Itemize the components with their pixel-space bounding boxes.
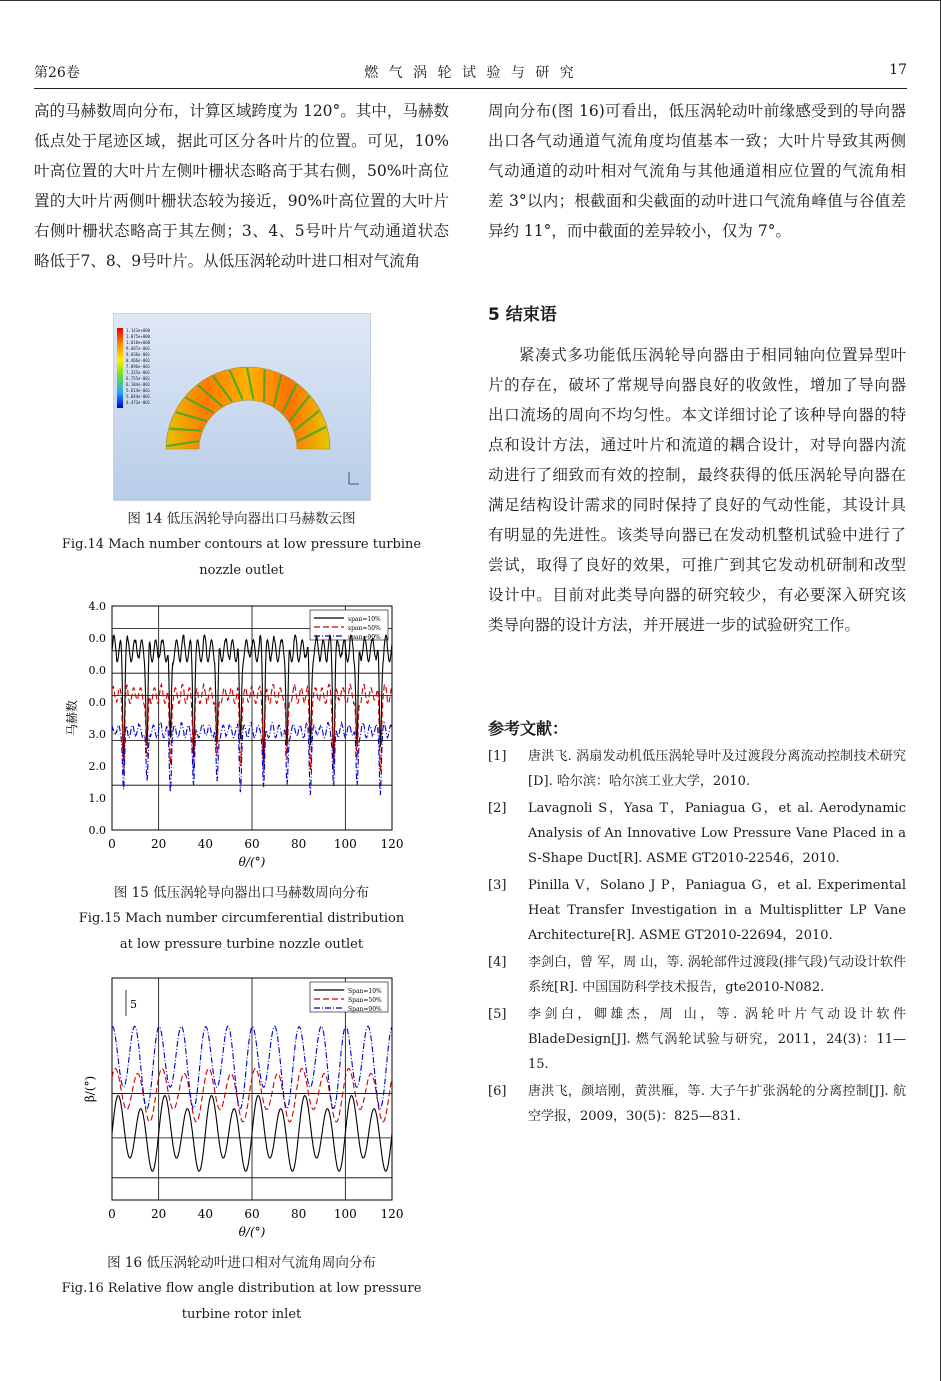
legend-label: Span=10% xyxy=(348,988,382,995)
contour-legend-tick: 1.018e+000 xyxy=(126,340,151,345)
y-tick-label: 3.0 xyxy=(88,728,106,741)
fig15-caption xyxy=(34,880,449,958)
contour-legend-tick: 5.614e-001 xyxy=(126,388,151,393)
reference-number: [6] xyxy=(488,1084,507,1099)
fig15-svg xyxy=(34,592,449,882)
x-tick-label: 120 xyxy=(380,1207,404,1221)
body-paragraph: 周向分布(图 16)可看出，低压涡轮动叶前缘感受到的导向器出口各气动通道气流角度均值基本一致；大叶片导致其两侧气动通道的动叶相对气流角与其他通道相应位置的气流角相差 3°以内；根截面和尖截面的动叶进口气流角峰值与谷值差异约 11°，而中截面的差异较小，仅为 7°。 xyxy=(488,102,906,240)
volume-label: 第26卷 xyxy=(34,65,80,81)
legend-label: Span=50% xyxy=(348,997,382,1004)
conclusion-paragraph: 紧凑式多功能低压涡轮导向器由于相同轴向位置异型叶片的存在，破坏了常规导向器良好的收敛性，增加了导向器出口流场的周向不均匀性。本文详细讨论了该种导向器的特点和设计方法，通过叶片和流道的耦合设计，对导向器内流动进行了细致而有效的控制，最终获得的低压涡轮导向器在满足结构设计需求的同时保持了良好的气动性能，其设计具有明显的先进性。该类导向器已在发动机整机试验中进行了尝试，取得了良好的效果，可推广到其它发动机研制和改型设计中。目前对此类导向器的研究较少，有必要深入研究该类导向器的设计方法，并开展进一步的试验研究工作。 xyxy=(488,346,906,634)
contour-legend-tick: 8.466e-001 xyxy=(126,358,151,363)
left-column-text xyxy=(34,96,449,276)
y-axis-label: 马赫数 xyxy=(65,699,79,737)
mach-contour-image xyxy=(113,313,371,501)
x-axis-label: θ/(°) xyxy=(238,855,266,869)
legend-label: span=90% xyxy=(348,634,381,641)
y-tick-label: 0.0 xyxy=(88,664,106,677)
x-tick-label: 40 xyxy=(197,837,213,851)
x-tick-label: 80 xyxy=(291,1207,307,1221)
fig16-svg xyxy=(34,966,449,1248)
reference-number: [3] xyxy=(488,878,507,893)
y-tick-label: 1.0 xyxy=(88,792,106,805)
contour-legend-tick: 7.325e-001 xyxy=(126,370,151,375)
reference-number: [2] xyxy=(488,801,507,816)
reference-text: Pinilla V，Solano J P，Paniagua G，et al. Experimental Heat Transfer Investigation in a Multisplitter LP Vane Architecture[R]. ASME GT2010-22694，2010. xyxy=(528,878,906,943)
reference-text: 李剑白，卿雄杰，周 山，等. 涡轮叶片气动设计软件BladeDesign[J]. 燃气涡轮试验与研究，2011，24(3)：11—15. xyxy=(528,1007,906,1072)
y-tick-label: 0.0 xyxy=(88,632,106,645)
reference-item xyxy=(488,1002,906,1077)
legend-label: span=50% xyxy=(348,625,381,632)
y-tick-label: 0.0 xyxy=(88,824,106,837)
reference-item xyxy=(488,744,906,794)
body-paragraph: 高的马赫数周向分布，计算区域跨度为 120°。其中，马赫数低点处于尾迹区域，据此可区分各叶片的位置。可见，10%叶高位置的大叶片左侧叶栅状态略高于其右侧，50%叶高位置的大叶片两侧叶栅状态较为接近，90%叶高位置的大叶片右侧叶栅状态略高于其左侧；3、4、5号叶片气动通道状态略低于7、8、9号叶片。从低压涡轮动叶进口相对气流角 xyxy=(34,102,449,270)
reference-number: [5] xyxy=(488,1007,507,1022)
fig15-chart xyxy=(34,592,449,882)
header-rule xyxy=(34,88,907,89)
reference-item xyxy=(488,796,906,871)
contour-legend-tick: 5.044e-001 xyxy=(126,394,151,399)
legend-label: Span=90% xyxy=(348,1006,382,1013)
x-tick-label: 20 xyxy=(151,837,167,851)
x-tick-label: 0 xyxy=(108,837,116,851)
reference-item xyxy=(488,873,906,948)
contour-legend-tick: 6.184e-001 xyxy=(126,382,151,387)
fig15-caption-zh: 图 15 低压涡轮导向器出口马赫数周向分布 xyxy=(113,885,370,901)
page-number: 17 xyxy=(889,62,907,78)
fig14-caption-zh: 图 14 低压涡轮导向器出口马赫数云图 xyxy=(127,511,356,527)
fig16-caption xyxy=(34,1250,449,1328)
reference-text: 唐洪飞. 涡扇发动机低压涡轮导叶及过渡段分离流动控制技术研究[D]. 哈尔滨：哈尔滨工业大学，2010. xyxy=(528,749,906,789)
fig16-caption-en: Fig.16 Relative flow angle distribution at low pressure turbine rotor inlet xyxy=(61,1281,422,1322)
contour-legend-tick: 7.896e-001 xyxy=(126,364,151,369)
x-tick-label: 120 xyxy=(380,837,404,851)
journal-title: 燃 气 涡 轮 试 验 与 研 究 xyxy=(364,65,577,81)
reference-list xyxy=(488,744,906,1131)
contour-legend-tick: 6.755e-001 xyxy=(126,376,151,381)
reference-number: [4] xyxy=(488,955,507,970)
x-axis-label: θ/(°) xyxy=(238,1225,266,1239)
fig16-chart xyxy=(34,966,449,1248)
contour-legend-tick: 1.075e+000 xyxy=(126,334,151,339)
reference-item xyxy=(488,1079,906,1129)
fig15-caption-en: Fig.15 Mach number circumferential distribution at low pressure turbine nozzle outlet xyxy=(78,911,405,952)
right-column-text xyxy=(488,96,906,246)
y-tick-label: 0.0 xyxy=(88,696,106,709)
x-tick-label: 20 xyxy=(151,1207,167,1221)
reference-number: [1] xyxy=(488,749,507,764)
y-tick-label: 2.0 xyxy=(88,760,106,773)
y-axis-label: β/(°) xyxy=(83,1075,97,1103)
reference-item xyxy=(488,950,906,1000)
contour-legend-tick: 1.143e+000 xyxy=(126,328,151,333)
x-tick-label: 0 xyxy=(108,1207,116,1221)
running-header xyxy=(34,62,907,86)
blade-wake-streak xyxy=(264,370,265,402)
page-border-top xyxy=(0,0,941,1)
reference-text: 李剑白，曾 军，周 山，等. 涡轮部件过渡段(排气段)气动设计软件系统[R]. 中国国防科学技术报告，gte2010-N082. xyxy=(528,955,906,995)
x-tick-label: 100 xyxy=(333,1207,357,1221)
x-tick-label: 60 xyxy=(244,837,260,851)
contour-annulus xyxy=(114,314,370,500)
conclusion-section xyxy=(488,340,906,640)
y-tick-label: 4.0 xyxy=(88,600,106,613)
x-tick-label: 100 xyxy=(333,837,357,851)
legend-label: span=10% xyxy=(348,616,381,623)
fig16-caption-zh: 图 16 低压涡轮动叶进口相对气流角周向分布 xyxy=(107,1255,376,1271)
reference-text: 唐洪飞，颜培刚，黄洪雁，等. 大子午扩张涡轮的分离控制[J]. 航空学报，2009，30(5)：825—831. xyxy=(528,1084,906,1124)
fig14-caption xyxy=(34,506,449,584)
annotation-label: 5 xyxy=(130,998,137,1011)
x-tick-label: 40 xyxy=(197,1207,213,1221)
x-tick-label: 80 xyxy=(291,837,307,851)
contour-legend-tick: 9.607e-001 xyxy=(126,346,151,351)
contour-legend-tick: 9.036e-001 xyxy=(126,352,151,357)
section-title: 5 结束语 xyxy=(488,305,557,325)
fig14-caption-en: Fig.14 Mach number contours at low pressure turbine nozzle outlet xyxy=(61,537,422,578)
x-tick-label: 60 xyxy=(244,1207,260,1221)
references-title: 参考文献： xyxy=(488,719,569,738)
reference-text: Lavagnoli S，Yasa T，Paniagua G，et al. Aerodynamic Analysis of An Innovative Low Pressure Vane Placed in a S-Shape Duct[R]. ASME GT2010-22546，2010. xyxy=(528,801,906,866)
contour-legend-tick: 4.473e-001 xyxy=(126,400,151,405)
